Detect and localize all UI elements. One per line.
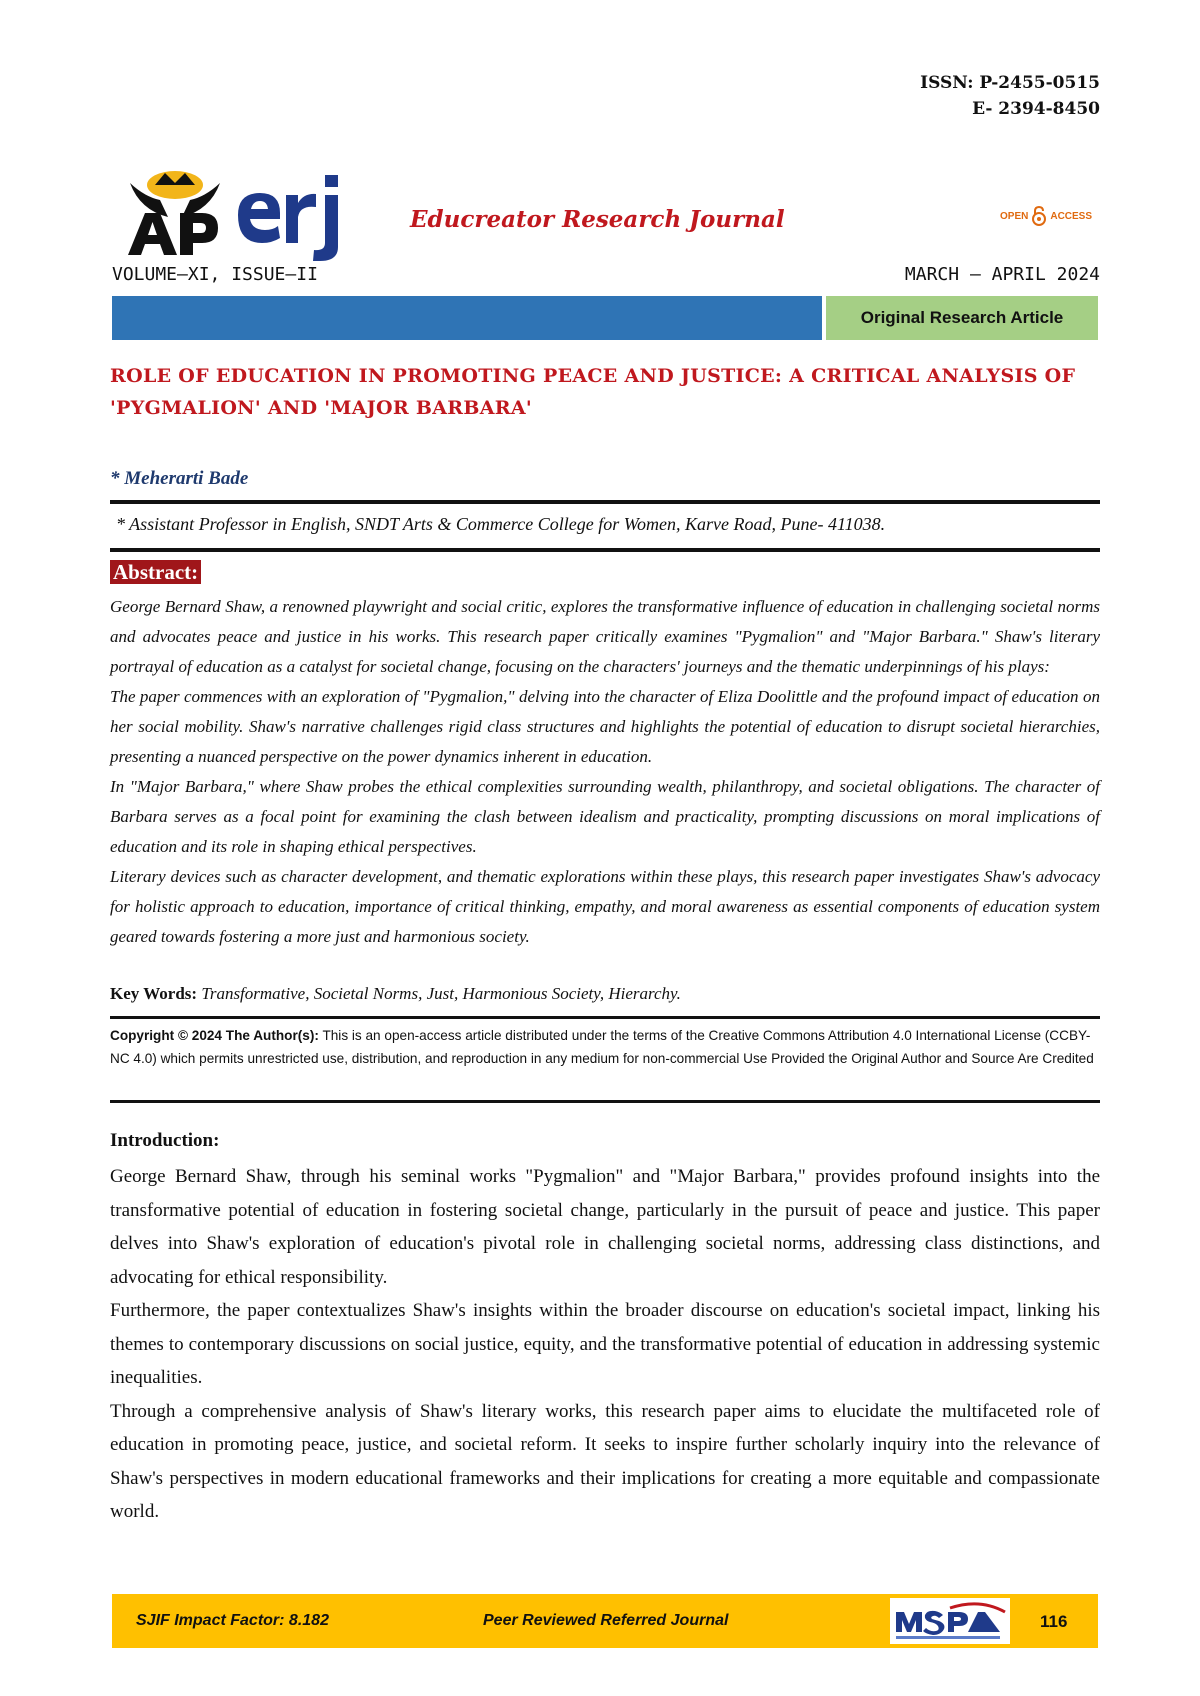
peer-review-note: Peer Reviewed Referred Journal [483, 1612, 729, 1629]
journal-name: Educreator Research Journal [410, 206, 785, 233]
keywords-values: Transformative, Societal Norms, Just, Harmonious Society, Hierarchy. [201, 984, 681, 1003]
article-type-badge: Original Research Article [826, 296, 1098, 340]
intro-heading: Introduction: [110, 1130, 220, 1151]
divider-copyright-top [110, 1016, 1100, 1019]
open-access-left: OPEN [1000, 210, 1029, 222]
header-blue-bar [112, 296, 822, 340]
aiirjournal-logo-icon [120, 155, 380, 265]
copyright-label: Copyright © 2024 The Author(s): [110, 1028, 319, 1043]
intro-paragraph: Furthermore, the paper contextualizes Shaw's insights within the broader discourse on education's societal impact, linking his themes to contemporary discussions on social justice, equity, and the transformative potential of education in addressing systemic inequalities. [110, 1300, 1100, 1388]
abstract-body [110, 592, 1100, 952]
open-access-badge [1000, 206, 1092, 226]
author-name: * Meherarti Bade [110, 468, 249, 489]
intro-paragraph: George Bernard Shaw, through his seminal works "Pygmalion" and "Major Barbara," provides profound insights into the transformative potential of education in fostering societal change, particularly in the pursuit of peace and justice. This paper delves into Shaw's exploration of education's pivotal role in challenging societal norms, addressing class distinctions, and advocating for ethical responsibility. [110, 1166, 1100, 1288]
intro-paragraph: Through a comprehensive analysis of Shaw's literary works, this research paper aims to elucidate the multifaceted role of education in promoting peace, justice, and societal reform. It seeks to inspire further scholarly inquiry into the relevance of Shaw's perspectives in modern educational frameworks and their implications for creating a more equitable and compassionate world. [110, 1400, 1100, 1522]
journal-logo [120, 155, 380, 265]
issn-block [920, 70, 1100, 122]
publisher-logo [890, 1598, 1010, 1644]
keywords-label: Key Words: [110, 984, 198, 1003]
divider-top [110, 500, 1100, 504]
author-affiliation: * Assistant Professor in English, SNDT Arts & Commerce College for Women, Karve Road, Pune- 411038. [116, 514, 886, 534]
copyright-text: This is an open-access article distributed under the terms of the Creative Commons Attribution 4.0 International License (CCBY-NC 4.0) which permits unrestricted use, distribution, and reproduction in any medium for non-commercial Use Provided the Original Author and Source Are Credited [110, 1028, 1094, 1066]
volume-issue: VOLUME–XI, ISSUE–II [112, 264, 318, 285]
divider-copyright-bottom [110, 1100, 1100, 1103]
issn-print: ISSN: P-2455-0515 [920, 73, 1100, 93]
issn-electronic: E- 2394-8450 [972, 99, 1100, 119]
abstract-paragraph: Literary devices such as character development, and thematic explorations within these plays, this research paper investigates Shaw's advocacy for holistic approach to education, importance of critical thinking, empathy, and moral awareness as essential components of education system geared towards fostering a more just and harmonious society. [110, 867, 1100, 946]
open-lock-icon [1031, 206, 1047, 226]
page-number: 116 [1040, 1612, 1068, 1631]
article-title: ROLE OF EDUCATION IN PROMOTING PEACE AND JUSTICE: A CRITICAL ANALYSIS OF 'PYGMALION' AND 'MAJOR BARBARA' [110, 365, 1076, 419]
open-access-right: ACCESS [1050, 210, 1093, 222]
abstract-paragraph: The paper commences with an exploration of "Pygmalion," delving into the character of Eliza Doolittle and the profound impact of education on her social mobility. Shaw's narrative challenges rigid class structures and highlights the potential of education to disrupt societal hierarchies, presenting a nuanced perspective on the power dynamics inherent in education. [110, 687, 1100, 766]
abstract-paragraph: George Bernard Shaw, a renowned playwright and social critic, explores the transformative influence of education in challenging societal norms and advocates peace and justice in his works. This research paper critically examines "Pygmalion" and "Major Barbara." Shaw's literary portrayal of education as a catalyst for societal change, focusing on the characters' journeys and the thematic underpinnings of his plays: [110, 597, 1100, 676]
issue-date: MARCH – APRIL 2024 [904, 264, 1100, 285]
impact-factor: SJIF Impact Factor: 8.182 [136, 1612, 329, 1629]
keywords [110, 984, 681, 1004]
copyright-notice [110, 1025, 1100, 1070]
divider-affiliation [110, 548, 1100, 552]
msp-logo-icon [890, 1598, 1010, 1644]
abstract-label: Abstract: [110, 560, 201, 584]
abstract-paragraph: In "Major Barbara," where Shaw probes the ethical complexities surrounding wealth, philanthropy, and societal obligations. The character of Barbara serves as a focal point for examining the clash between idealism and practicality, prompting discussions on moral implications of education and its role in shaping ethical perspectives. [110, 777, 1100, 856]
intro-body [110, 1160, 1100, 1529]
